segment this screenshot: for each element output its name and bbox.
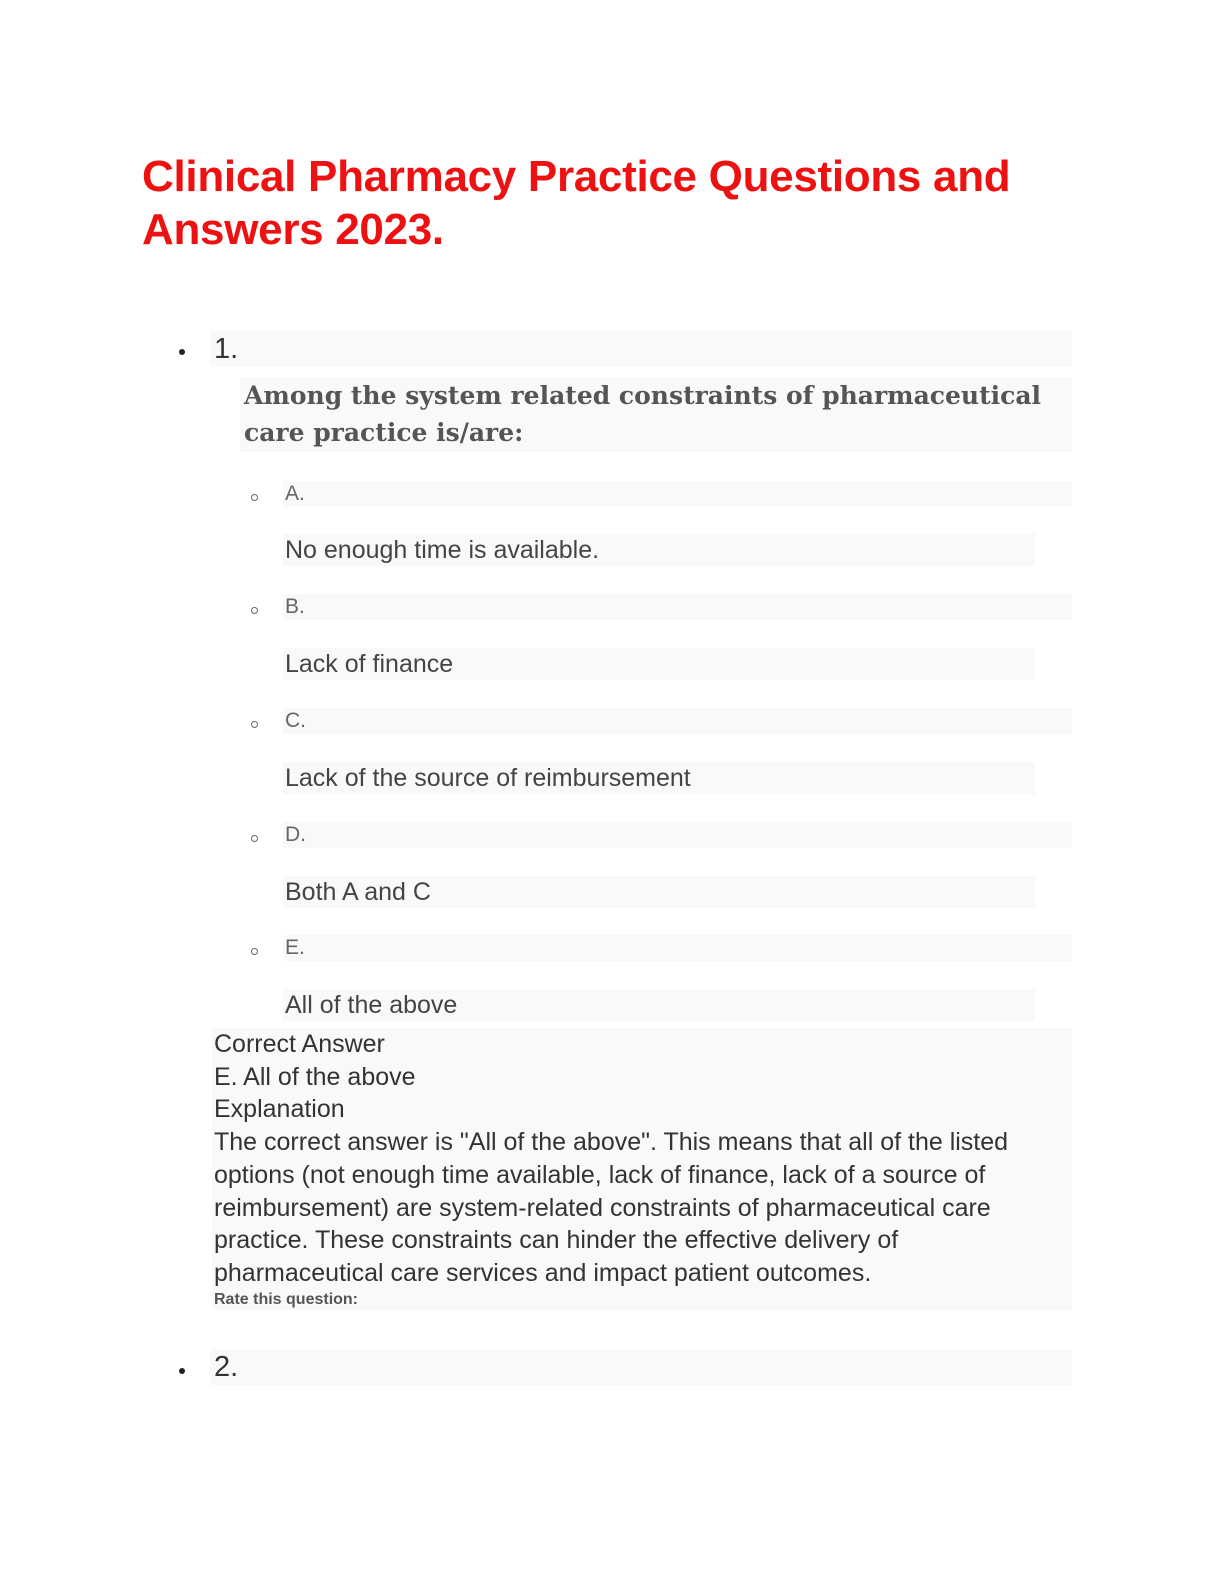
correct-answer: E. All of the above [214, 1062, 416, 1091]
radio-circle-icon[interactable] [251, 721, 258, 728]
question-number: 2. [214, 1351, 239, 1383]
option-text[interactable]: Lack of finance [283, 648, 1035, 680]
rate-question-label: Rate this question: [214, 1290, 359, 1308]
document-title: Clinical Pharmacy Practice Questions and Answers 2023. [142, 152, 1011, 254]
explanation-text: The correct answer is "All of the above". This means that all of the listed options (not enough time available, lack of finance, lack of a source of reimbursement) are system-related constraints of pharmaceutical care practice. These constraints can hinder the effective delivery of pharmaceutical care services and impact patient outcomes. [214, 1128, 1009, 1287]
list-bullet [179, 1368, 185, 1374]
radio-circle-icon[interactable] [251, 494, 258, 501]
question-number-row [210, 331, 1072, 367]
option-letter: B. [283, 594, 1072, 620]
option-text[interactable]: Both A and C [283, 876, 1035, 908]
radio-circle-icon[interactable] [251, 948, 258, 955]
option-text[interactable]: No enough time is available. [283, 534, 1035, 566]
radio-circle-icon[interactable] [251, 607, 258, 614]
option-letter: A. [283, 481, 1072, 507]
option-text[interactable]: All of the above [283, 989, 1035, 1021]
option-text[interactable]: Lack of the source of reimbursement [283, 762, 1035, 794]
list-bullet [179, 349, 185, 355]
option-letter: D. [283, 822, 1072, 848]
question-text: Among the system related constraints of pharmaceutical care practice is/are: [240, 377, 1072, 452]
answer-explanation-panel [212, 1028, 1072, 1310]
correct-answer-label: Correct Answer [214, 1030, 385, 1058]
option-letter: C. [283, 708, 1072, 734]
option-letter: E. [283, 935, 1072, 961]
question-number-row [210, 1349, 1072, 1385]
explanation-label: Explanation [214, 1095, 345, 1124]
radio-circle-icon[interactable] [251, 835, 258, 842]
question-number: 1. [214, 333, 239, 365]
